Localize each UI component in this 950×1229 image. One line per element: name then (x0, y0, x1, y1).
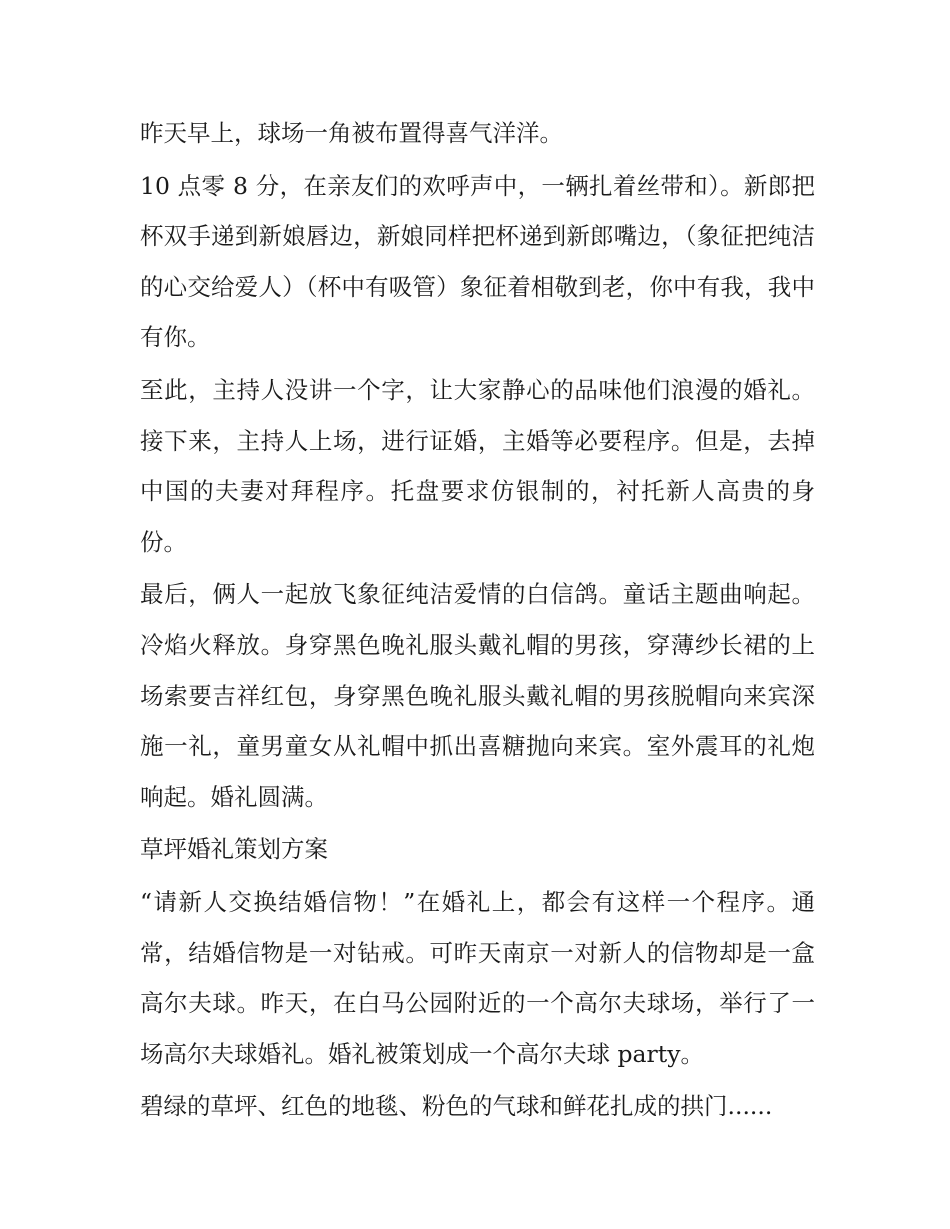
section-heading-lawn-wedding-plan: 草坪婚礼策划方案 (140, 835, 328, 864)
paragraph-ceremony-cup: 10 点零 8 分，在亲友们的欢呼声中，一辆扎着丝带和）。新郎把杯双手递到新娘唇边，新娘同样把杯递到新郎嘴边，（象征把纯洁的心交给爱人）（杯中有吸管）象征着相敬到老，你中有我，我中有你。 (140, 171, 815, 352)
paragraph-host-procedure: 至此，主持人没讲一个字，让大家静心的品味他们浪漫的婚礼。接下来，主持人上场，进行证婚，主婚等必要程序。但是，去掉中国的夫妻对拜程序。托盘要求仿银制的，衬托新人高贵的身份。 (140, 375, 815, 556)
paragraph-doves-finale: 最后，俩人一起放飞象征纯洁爱情的白信鸽。童话主题曲响起。冷焰火释放。身穿黑色晚礼服头戴礼帽的男孩，穿薄纱长裙的上场索要吉祥红包，身穿黑色晚礼服头戴礼帽的男孩脱帽向来宾深施一礼，童男童女从礼帽中抓出喜糖抛向来宾。室外震耳的礼炮响起。婚礼圆满。 (140, 580, 815, 811)
paragraph-morning-setup: 昨天早上，球场一角被布置得喜气洋洋。 (140, 119, 563, 147)
paragraph-lawn-decor: 碧绿的草坪、红色的地毯、粉色的气球和鲜花扎成的拱门...... (140, 1092, 773, 1121)
paragraph-golf-wedding: “请新人交换结婚信物！”在婚礼上，都会有这样一个程序。通常，结婚信物是一对钻戒。可昨天南京一对新人的信物却是一盒高尔夫球。昨天，在白马公园附近的一个高尔夫球场，举行了一场高尔夫球婚礼。婚礼被策划成一个高尔夫球 party。 (140, 887, 815, 1068)
document-body (140, 108, 815, 1134)
